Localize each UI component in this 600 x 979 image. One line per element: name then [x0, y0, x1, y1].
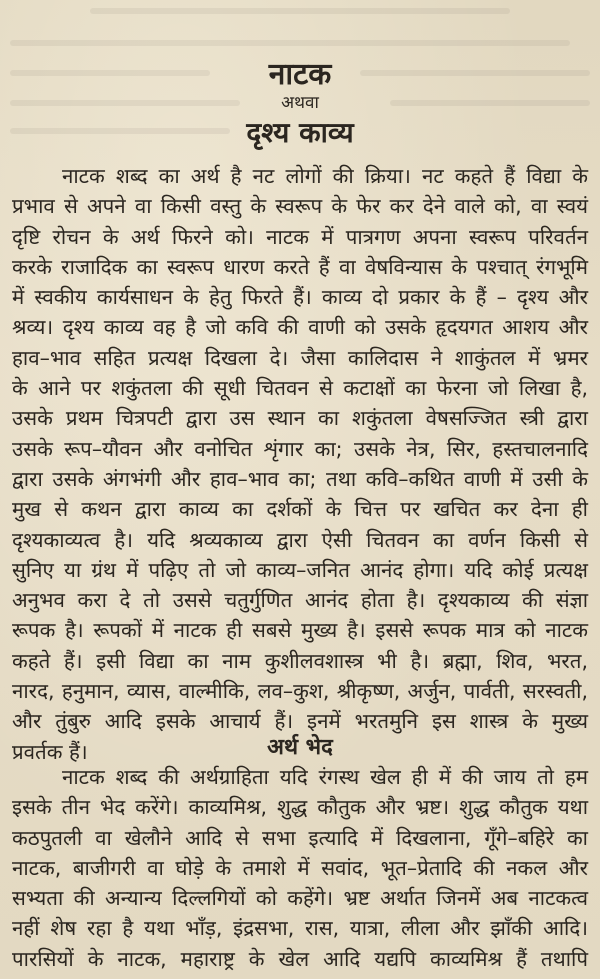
page-subtitle: दृश्य काव्य: [246, 116, 354, 149]
text-line: पारसियों के नाटक, महाराष्ट्र के खेल आदि यद्यपि काव्यमिश्र हैं तथापि: [12, 946, 588, 971]
text-line: हाव–भाव सहित प्रत्यक्ष दिखला दे। जैसा कालिदास ने शाकुंतल में भ्रमर: [12, 345, 588, 370]
text-line: उसके रूप–यौवन और वनोचित शृंगार का; उसके नेत्र, सिर, हस्तचालनादि: [12, 436, 588, 461]
text-line: दृष्टि रोचन के अर्थ फिरने को। नाटक में पात्रगण अपना स्वरूप परिवर्तन: [12, 224, 588, 249]
text-line: के आने पर शकुंतला की सूधी चितवन से कटाक्षों का फेरना जो लिखा है,: [12, 376, 588, 401]
paragraph-types: [12, 762, 588, 974]
paragraph-intro: [12, 161, 588, 767]
text-line: दृश्यकाव्यत्व है। यदि श्रव्यकाव्य द्वारा ऐसी चितवन का वर्णन किसी से: [12, 527, 588, 552]
text-line: सुनिए या ग्रंथ में पढ़िए तो जो काव्य–जनित आनंद होगा। यदि कोई प्रत्यक्ष: [12, 557, 588, 582]
text-line: श्रव्य। दृश्य काव्य वह है जो कवि की वाणी को उसके हृदयगत आशय और: [12, 315, 588, 340]
text-line: सभ्यता की अन्यान्य दिल्लगियों को कहेंगे। भ्रष्ट अर्थात जिनमें अब नाटकत्व: [12, 886, 588, 911]
text-line: प्रवर्तक हैं।: [12, 739, 88, 764]
text-line: अनुभव करा दे तो उससे चतुर्गुणित आनंद होता है। दृश्यकाव्य की संज्ञा: [12, 588, 588, 613]
bleed-through-text: [90, 8, 510, 14]
title-connector: अथवा: [281, 93, 319, 113]
page-title: नाटक: [268, 57, 332, 92]
section-heading: अर्थ भेद: [267, 735, 333, 760]
text-line: रूपक है। रूपकों में नाटक ही सबसे मुख्य है। इससे रूपक मात्र को नाटक: [12, 618, 588, 643]
text-line: नाटक, बाजीगरी वा घोड़े के तमाशे में सवांद, भूत–प्रेतादि की नकल और: [12, 855, 588, 880]
text-line: में स्वकीय कार्यसाधन के हेतु फिरते हैं। काव्य दो प्रकार के हैं – दृश्य और: [12, 285, 588, 310]
text-line: नहीं शेष रहा है यथा भाँड़, इंद्रसभा, रास, यात्रा, लीला और झाँकी आदि।: [12, 916, 588, 941]
text-line: द्वारा उसके अंगभंगी और हाव–भाव का; तथा कवि–कथित वाणी में उसी के: [12, 466, 588, 491]
text-line: नाटक शब्द का अर्थ है नट लोगों की क्रिया। नट कहते हैं विद्या के: [62, 164, 588, 188]
bleed-through-text: [10, 40, 570, 46]
text-line: प्रभाव से अपने वा किसी वस्तु के स्वरूप के फेर कर देने वाले को, वा स्वयं: [12, 194, 588, 219]
text-line: करके राजादिक का स्वरूप धारण करते हैं वा वेषविन्यास के पश्चात् रंगभूमि: [12, 254, 588, 279]
text-line: मुख से कथन द्वारा काव्य का दर्शकों के चित्त पर खचित कर देना ही: [12, 497, 588, 522]
text-line: और तुंबुरु आदि इसके आचार्य हैं। इनमें भरतमुनि इस शास्त्र के मुख्य: [12, 709, 588, 734]
text-line: कठपुतली वा खेलौने आदि से सभा इत्यादि में दिखलाना, गूँगे–बहिरे का: [12, 825, 588, 850]
text-line: उसके प्रथम चित्रपटी द्वारा उस स्थान का शकुंतला वेषसज्जित स्त्री द्वारा: [12, 406, 588, 431]
text-line: नाटक शब्द की अर्थग्राहिता यदि रंगस्थ खेल ही में की जाय तो हम: [62, 765, 588, 789]
text-line: इसके तीन भेद करेंगे। काव्यमिश्र, शुद्ध कौतुक और भ्रष्ट। शुद्ध कौतुक यथा: [12, 795, 588, 820]
text-line: नारद, हनुमान, व्यास, वाल्मीकि, लव–कुश, श्रीकृष्ण, अर्जुन, पार्वती, सरस्वती,: [12, 679, 588, 704]
text-line: कहते हैं। इसी विद्या का नाम कुशीलवशास्त्र भी है। ब्रह्मा, शिव, भरत,: [12, 648, 588, 673]
